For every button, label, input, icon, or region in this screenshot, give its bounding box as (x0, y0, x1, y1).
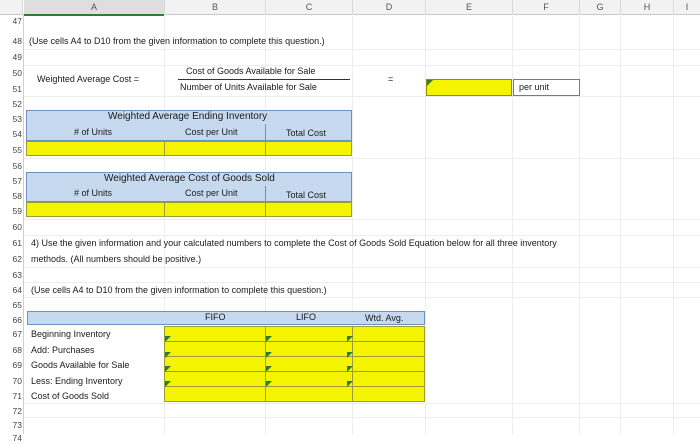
header-wtd-avg: Wtd. Avg. (365, 313, 404, 323)
ending-inventory-cost-input[interactable] (164, 141, 266, 156)
weighted-average-cost-label: Weighted Average Cost = (37, 74, 139, 84)
comment-marker-icon (165, 352, 171, 358)
row-header-52[interactable]: 52 (12, 99, 22, 109)
cogs-title: Weighted Average Cost of Goods Sold (104, 173, 275, 184)
row-header-50[interactable]: 50 (12, 68, 22, 78)
equals-sign: = (388, 74, 394, 84)
row-header-59[interactable]: 59 (12, 206, 22, 216)
row-header-53[interactable]: 53 (12, 114, 22, 124)
row-header-74[interactable]: 74 (12, 433, 22, 443)
comment-marker-icon (266, 381, 272, 387)
lifo-goods-available-input[interactable] (265, 356, 353, 372)
row-header-71[interactable]: 71 (12, 391, 22, 401)
column-header-c[interactable]: C (266, 0, 353, 15)
wtd-avg-goods-available-input[interactable] (352, 356, 425, 372)
cogs-col-units: # of Units (74, 188, 113, 198)
cogs-col-total: Total Cost (286, 190, 327, 200)
lifo-ending-inventory-input[interactable] (265, 371, 353, 387)
formula-denominator: Number of Units Available for Sale (180, 82, 317, 92)
row-header-69[interactable]: 69 (12, 360, 22, 370)
ending-inventory-col-units: # of Units (74, 127, 113, 137)
ending-inventory-col-cost: Cost per Unit (185, 127, 238, 137)
row-label-beginning-inventory: Beginning Inventory (31, 329, 111, 339)
row-header-47[interactable]: 47 (12, 16, 22, 26)
comment-marker-icon (427, 80, 433, 86)
ending-inventory-title: Weighted Average Ending Inventory (108, 111, 268, 122)
comment-marker-icon (266, 352, 272, 358)
comment-marker-icon (347, 336, 353, 342)
column-header-b[interactable]: B (165, 0, 266, 15)
comment-marker-icon (266, 366, 272, 372)
row-label-goods-available: Goods Available for Sale (31, 360, 130, 370)
fifo-goods-available-input[interactable] (164, 356, 266, 372)
column-header-g[interactable]: G (580, 0, 621, 15)
row-header-63[interactable]: 63 (12, 270, 22, 280)
comment-marker-icon (347, 381, 353, 387)
comment-marker-icon (165, 381, 171, 387)
column-header-a[interactable]: A (24, 0, 165, 16)
fifo-beginning-inventory-input[interactable] (164, 326, 266, 342)
instruction-text-2: (Use cells A4 to D10 from the given information to complete this question.) (31, 285, 327, 295)
ending-inventory-total-input[interactable] (265, 141, 352, 156)
lifo-purchases-input[interactable] (265, 341, 353, 357)
fifo-cogs-input[interactable] (164, 386, 266, 402)
question-4-line1: 4) Use the given information and your calculated numbers to complete the Cost of Goods Sold Equation below for all three inventory (31, 238, 557, 248)
weighted-average-cost-input[interactable] (426, 79, 512, 96)
row-header-55[interactable]: 55 (12, 145, 22, 155)
comment-marker-icon (165, 336, 171, 342)
row-header-61[interactable]: 61 (12, 238, 22, 248)
lifo-cogs-input[interactable] (265, 386, 353, 402)
row-label-purchases: Add: Purchases (31, 345, 95, 355)
column-header-d[interactable]: D (353, 0, 426, 15)
row-header-58[interactable]: 58 (12, 191, 22, 201)
wtd-avg-ending-inventory-input[interactable] (352, 371, 425, 387)
fifo-purchases-input[interactable] (164, 341, 266, 357)
comment-marker-icon (347, 352, 353, 358)
row-header-57[interactable]: 57 (12, 176, 22, 186)
per-unit-label: per unit (519, 82, 550, 92)
row-header-68[interactable]: 68 (12, 345, 22, 355)
row-header-72[interactable]: 72 (12, 406, 22, 416)
cogs-cost-input[interactable] (164, 202, 266, 217)
column-header-f[interactable]: F (513, 0, 580, 15)
comment-marker-icon (165, 366, 171, 372)
row-header-66[interactable]: 66 (12, 315, 22, 325)
row-header-64[interactable]: 64 (12, 285, 22, 295)
cogs-units-input[interactable] (26, 202, 165, 217)
ending-inventory-units-input[interactable] (26, 141, 165, 156)
row-label-cogs: Cost of Goods Sold (31, 391, 110, 401)
row-label-ending-inventory: Less: Ending Inventory (31, 376, 123, 386)
formula-numerator: Cost of Goods Available for Sale (186, 66, 316, 76)
row-header-54[interactable]: 54 (12, 129, 22, 139)
row-header-48[interactable]: 48 (12, 36, 22, 46)
row-header-73[interactable]: 73 (12, 420, 22, 430)
comment-marker-icon (266, 336, 272, 342)
select-all-corner[interactable] (0, 0, 23, 15)
row-header-60[interactable]: 60 (12, 222, 22, 232)
ending-inventory-col-total: Total Cost (286, 128, 327, 138)
row-header-62[interactable]: 62 (12, 254, 22, 264)
column-header-h[interactable]: H (621, 0, 674, 15)
cogs-total-input[interactable] (265, 202, 352, 217)
header-lifo: LIFO (296, 312, 317, 322)
wtd-avg-purchases-input[interactable] (352, 341, 425, 357)
cogs-divider (265, 186, 266, 202)
row-header-49[interactable]: 49 (12, 52, 22, 62)
cogs-col-cost: Cost per Unit (185, 188, 238, 198)
lifo-beginning-inventory-input[interactable] (265, 326, 353, 342)
row-header-51[interactable]: 51 (12, 84, 22, 94)
instruction-text: (Use cells A4 to D10 from the given information to complete this question.) (29, 36, 325, 46)
row-header-67[interactable]: 67 (12, 329, 22, 339)
wtd-avg-cogs-input[interactable] (352, 386, 425, 402)
row-header-65[interactable]: 65 (12, 300, 22, 310)
fifo-ending-inventory-input[interactable] (164, 371, 266, 387)
column-header-i[interactable]: I (674, 0, 700, 15)
header-fifo: FIFO (205, 312, 226, 322)
row-header-56[interactable]: 56 (12, 161, 22, 171)
column-header-e[interactable]: E (426, 0, 513, 15)
ending-inventory-divider (265, 124, 266, 141)
comment-marker-icon (347, 366, 353, 372)
wtd-avg-beginning-inventory-input[interactable] (352, 326, 425, 342)
row-header-70[interactable]: 70 (12, 376, 22, 386)
question-4-line2: methods. (All numbers should be positive.) (31, 254, 202, 264)
